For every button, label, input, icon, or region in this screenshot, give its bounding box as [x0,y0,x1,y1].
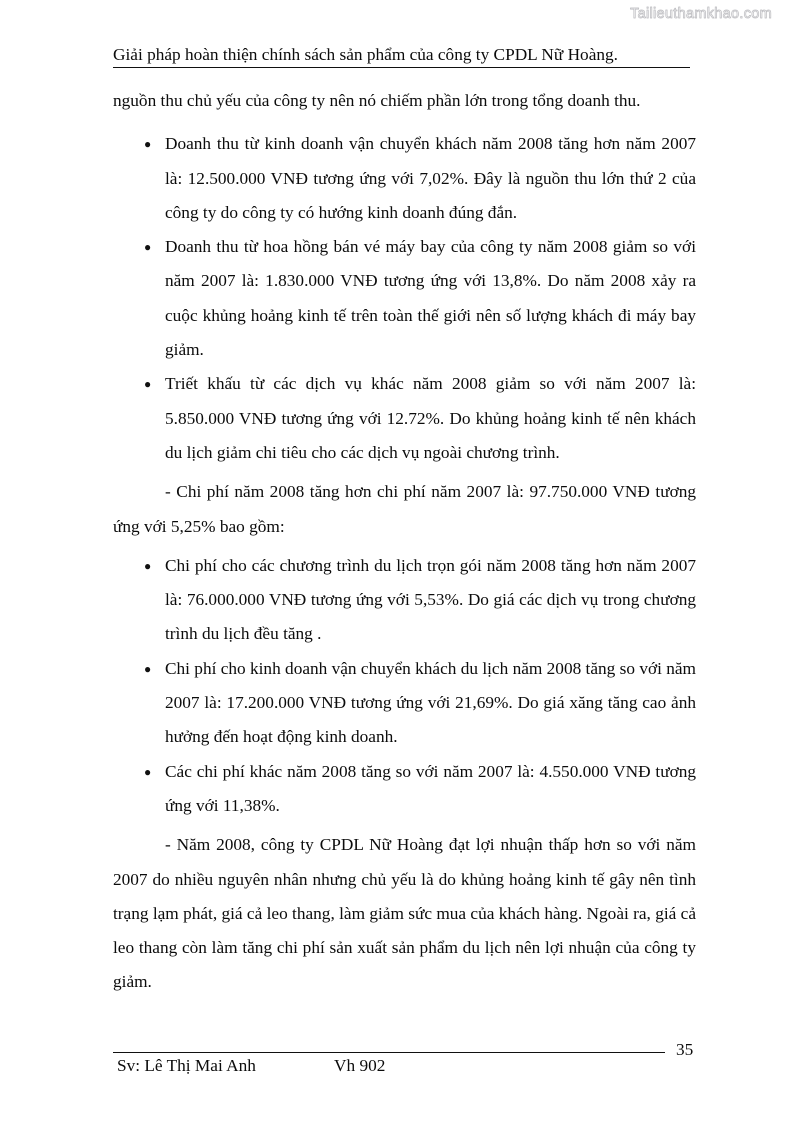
cost-intro-paragraph: - Chi phí năm 2008 tăng hơn chi phí năm 2007 là: 97.750.000 VNĐ tương ứng với 5,25% bao gồm: [113,482,696,536]
list-item [113,230,696,367]
list-item-text: Các chi phí khác năm 2008 tăng so với năm 2007 là: 4.550.000 VNĐ tương ứng với 11,38%. [165,761,696,815]
bullet-icon: ● [144,661,152,676]
list-item [113,367,696,470]
revenue-bullet-list [113,127,696,470]
watermark [630,6,772,22]
list-item [113,549,696,652]
document-body [113,84,696,1000]
running-footer [113,1040,696,1084]
bullet-icon: ● [144,558,152,573]
running-header-text: Giải pháp hoàn thiện chính sách sản phẩm của công ty CPDL Nữ Hoàng. [113,45,618,64]
spacer [113,118,696,127]
intro-paragraph: nguồn thu chủ yếu của công ty nên nó chiếm phần lớn trong tổng doanh thu. [113,91,641,110]
conclusion-paragraph: - Năm 2008, công ty CPDL Nữ Hoàng đạt lợi nhuận thấp hơn so với năm 2007 do nhiều nguyên nhân nhưng chủ yếu là do khủng hoảng kinh tế gây nên tình trạng lạm phát, giá cả leo thang, làm giảm sức mua của khách hàng. Ngoài ra, giá cả leo thang còn làm tăng chi phí sản xuất sản phẩm du lịch nên lợi nhuận của công ty giảm. [113,835,696,992]
bullet-icon: ● [144,240,152,255]
bullet-icon: ● [144,764,152,779]
page-number: 35 [676,1040,694,1059]
list-item-text: Chi phí cho các chương trình du lịch trọn gói năm 2008 tăng hơn năm 2007 là: 76.000.000 VNĐ tương ứng với 5,53%. Do giá các dịch vụ trong chương trình du lịch đều tăng . [165,555,696,644]
running-header [113,45,690,68]
list-item-text: Triết khấu từ các dịch vụ khác năm 2008 giảm so với năm 2007 là: 5.850.000 VNĐ tương ứng với 12.72%. Do khủng hoảng kinh tế nên khách du lịch giảm chi tiêu cho các dịch vụ ngoài chương trình. [165,374,696,462]
bullet-icon: ● [144,137,152,152]
list-item-text: Doanh thu từ kinh doanh vận chuyển khách năm 2008 tăng hơn năm 2007 là: 12.500.000 VNĐ tương ứng với 7,02%. Đây là nguồn thu lớn thứ 2 của công ty do công ty có hướng kinh doanh đúng đắn. [165,134,696,222]
watermark-text: Tailieuthamkhao.com [630,6,772,22]
footer-divider [113,1052,665,1053]
list-item [113,755,696,824]
list-item-text: Doanh thu từ hoa hồng bán vé máy bay của công ty năm 2008 giảm so với năm 2007 là: 1.830.000 VNĐ tương ứng với 13,8%. Do năm 2008 xảy ra cuộc khủng hoảng kinh tế trên toàn thế giới nên số lượng khách đi máy bay giảm. [165,237,696,360]
list-item-text: Chi phí cho kinh doanh vận chuyển khách du lịch năm 2008 tăng so với năm 2007 là: 17.200.000 VNĐ tương ứng với 21,69%. Do giá xăng tăng cao ảnh hưởng đến hoạt động kinh doanh. [165,658,696,747]
list-item [113,127,696,230]
footer-row [113,1040,696,1084]
bullet-icon: ● [144,377,152,392]
footer-class: Vh 902 [334,1056,386,1075]
footer-author: Sv: Lê Thị Mai Anh [117,1056,256,1075]
list-item [113,652,696,755]
cost-bullet-list [113,549,696,823]
